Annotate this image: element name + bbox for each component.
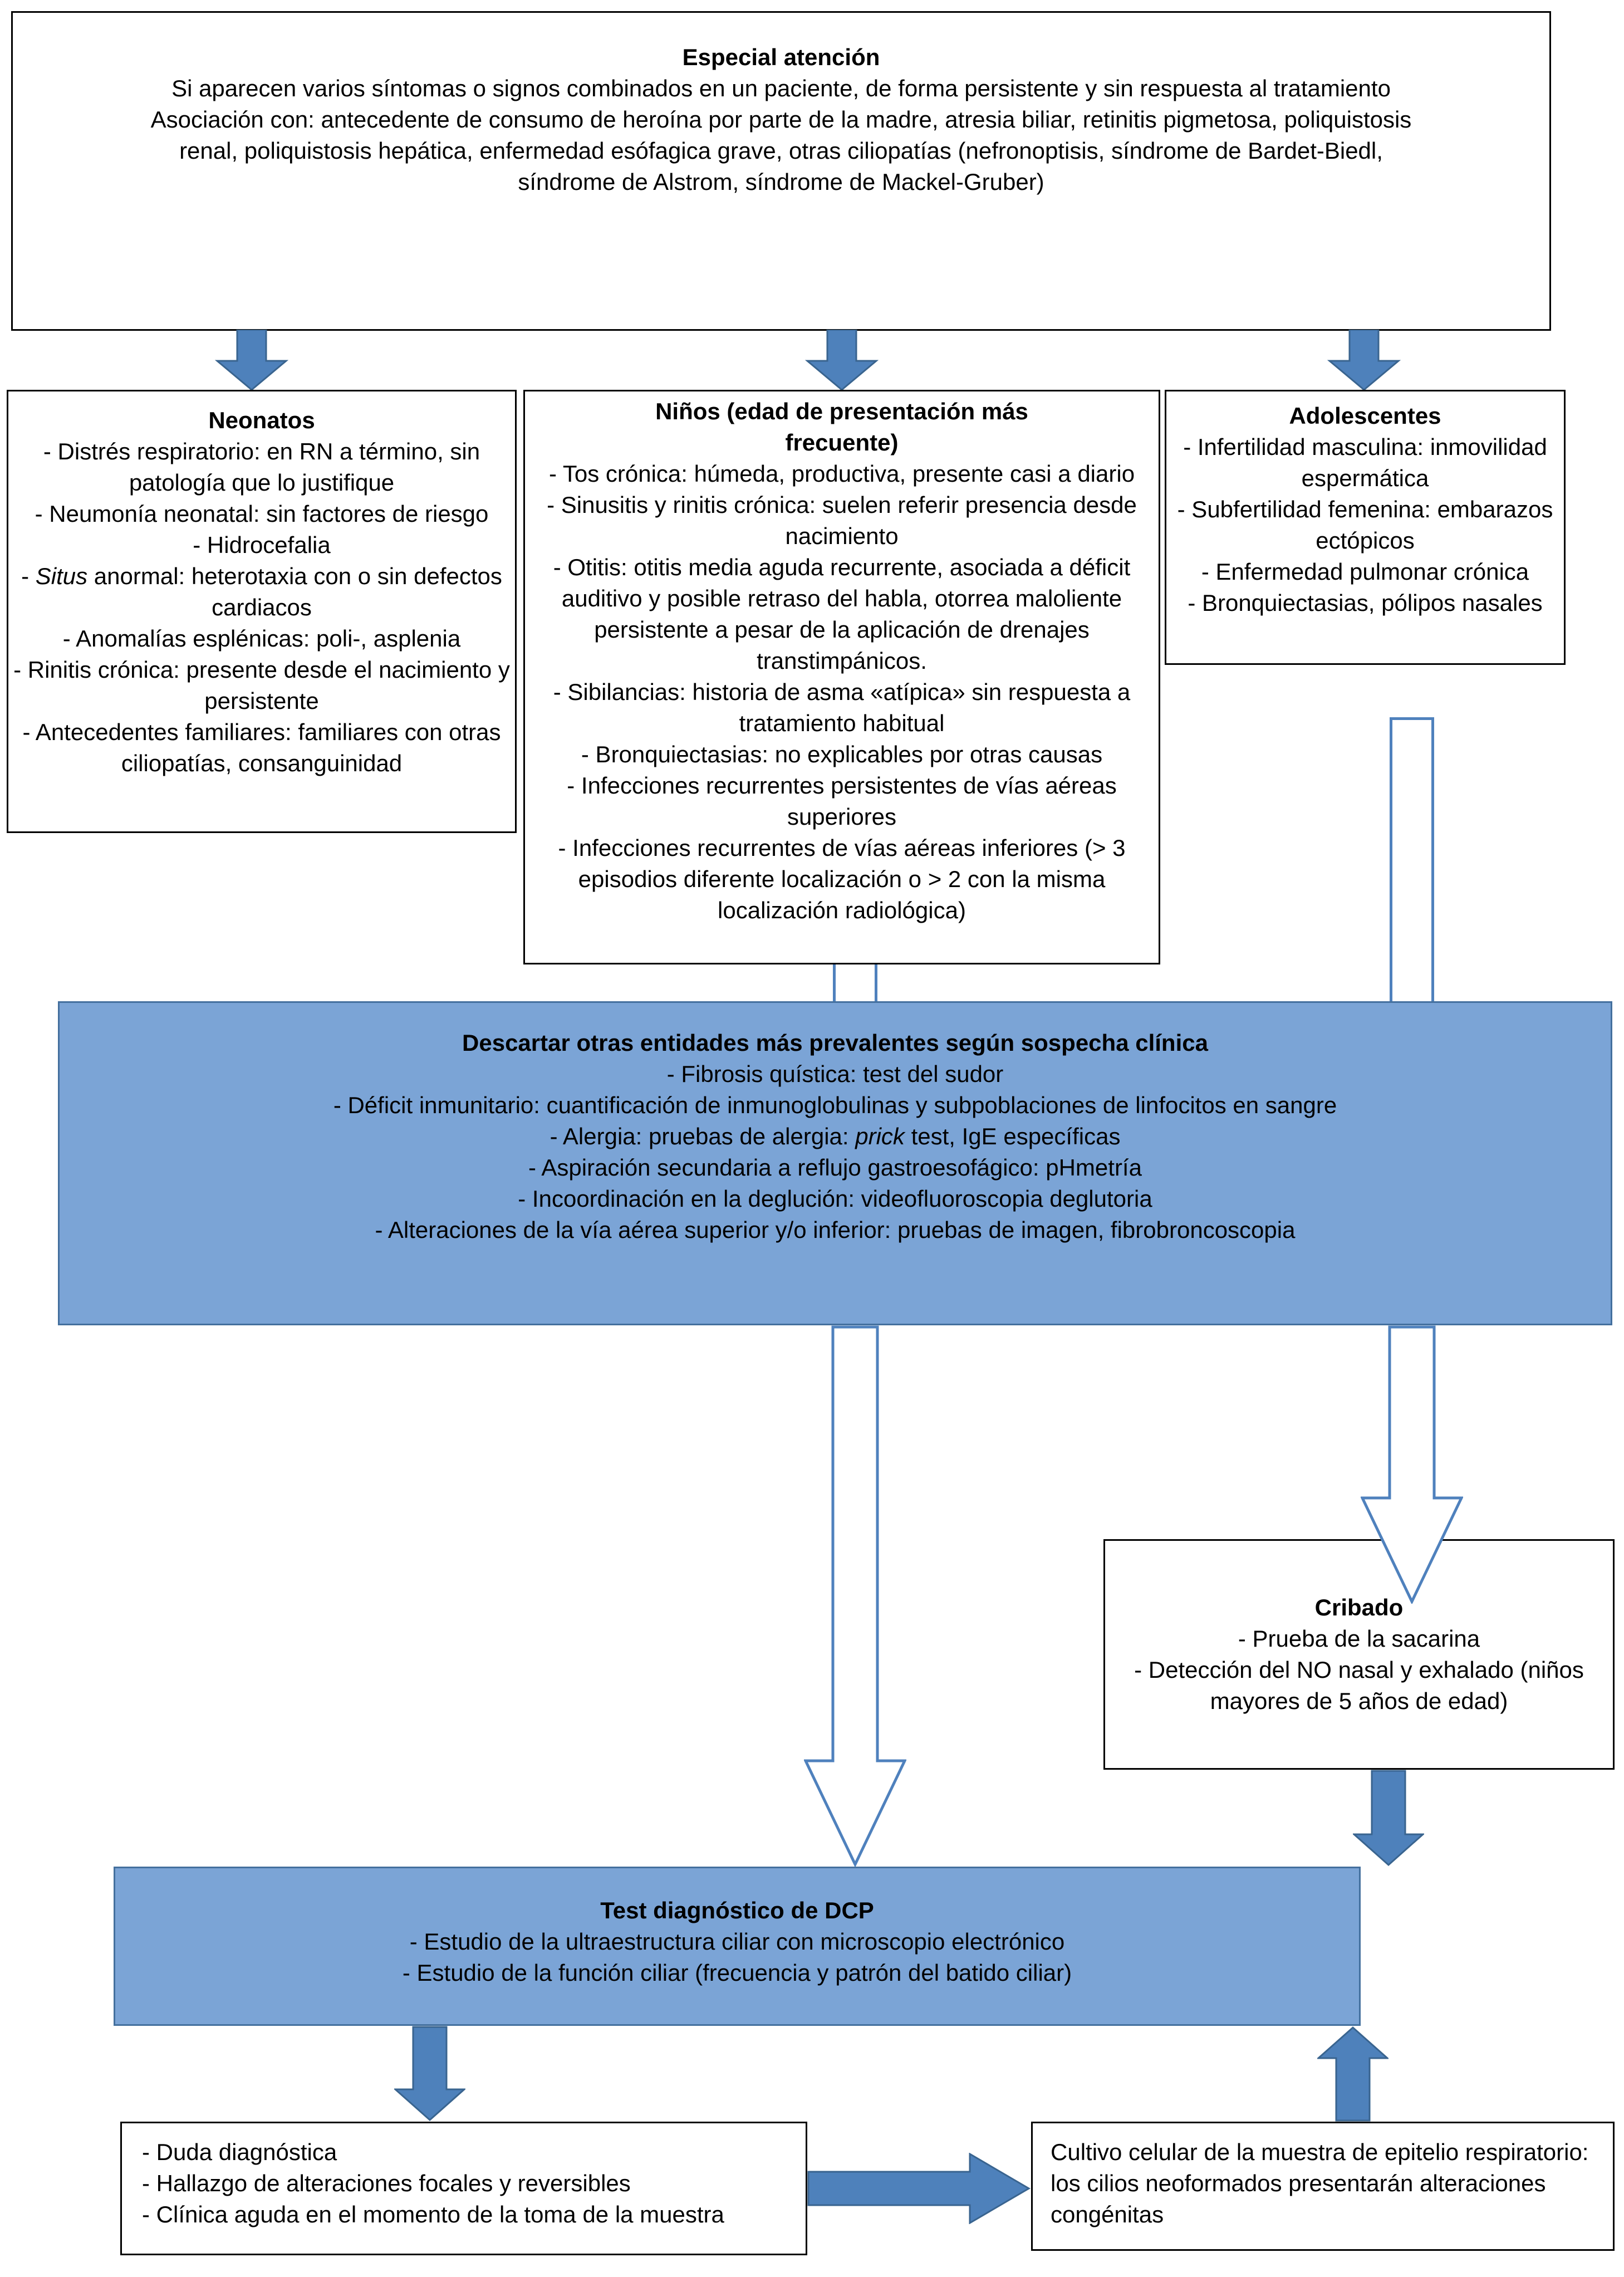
screening-box <box>1103 1539 1615 1770</box>
list-item: - Sibilancias: historia de asma «atípica» sin respuesta a tratamiento habitual <box>553 679 1131 736</box>
connector-adolescents-to-ruleout-icon <box>1390 717 1434 1003</box>
adolescents-title: Adolescentes <box>1289 403 1441 429</box>
list-item: - Aspiración secundaria a reflujo gastroesofágico: pHmetría <box>528 1154 1142 1181</box>
list-item: - Anomalías esplénicas: poli-, asplenia <box>62 625 461 652</box>
special-attention-box <box>11 11 1551 331</box>
list-item: - Neumonía neonatal: sin factores de riesgo <box>35 501 489 527</box>
list-item: - Estudio de la función ciliar (frecuencia y patrón del batido ciliar) <box>402 1960 1072 1986</box>
connector-children-to-ruleout-icon <box>833 962 877 1005</box>
dcp-test-title: Test diagnóstico de DCP <box>600 1897 874 1923</box>
cell-culture-text: Cultivo celular de la muestra de epitelio respiratorio: los cilios neoformados presentarán alteraciones congénitas <box>1051 2139 1589 2227</box>
list-item: - Incoordinación en la deglución: videofluoroscopia deglutoria <box>518 1186 1152 1212</box>
list-item-italic-text: prick <box>855 1123 905 1149</box>
list-item: - Bronquiectasias, pólipos nasales <box>1188 590 1543 616</box>
list-item: - Infertilidad masculina: inmovilidad espermática <box>1183 434 1547 491</box>
dcp-test-box <box>114 1867 1361 2026</box>
arrow-up-solid-culture-to-test-icon <box>1317 2026 1389 2122</box>
list-item: - Alteraciones de la vía aérea superior y/o inferior: pruebas de imagen, fibrobroncoscopia <box>375 1217 1296 1243</box>
list-item: - Infecciones recurrentes de vías aéreas inferiores (> 3 episodios diferente localización o > 2 con la misma localización radiológica) <box>558 835 1126 923</box>
special-attention-paragraph: Si aparecen varios síntomas o signos combinados en un paciente, de forma persistente y sin respuesta al tratamiento <box>171 75 1391 101</box>
list-item <box>60 1121 1611 1152</box>
rule-out-box <box>58 1001 1612 1325</box>
list-item: - Rinitis crónica: presente desde el nacimiento y persistente <box>13 657 510 714</box>
arrow-down-solid-test-to-doubt-icon <box>394 2026 465 2122</box>
cell-culture-box <box>1031 2122 1615 2251</box>
list-item: - Duda diagnóstica <box>142 2139 337 2165</box>
list-item: - Tos crónica: húmeda, productiva, presente casi a diario <box>548 461 1135 487</box>
special-attention-title: Especial atención <box>682 44 880 70</box>
arrow-down-solid-to-neonates-icon <box>213 330 291 390</box>
screening-title: Cribado <box>1314 1594 1404 1620</box>
list-item-text: anormal: heterotaxia con o sin defectos cardiacos <box>87 563 502 620</box>
arrow-down-solid-to-adolescents-icon <box>1325 330 1403 390</box>
list-item: - Enfermedad pulmonar crónica <box>1201 559 1529 585</box>
list-item: - Clínica aguda en el momento de la toma de la muestra <box>142 2201 724 2227</box>
neonates-title: Neonatos <box>208 407 315 433</box>
list-item: - Otitis: otitis media aguda recurrente, asociada a déficit auditivo y posible retraso del habla, otorrea maloliente persistente a pesar de la aplicación de drenajes transtimpánicos. <box>553 554 1131 674</box>
list-item: - Estudio de la ultraestructura ciliar con microscopio electrónico <box>409 1928 1065 1955</box>
children-box <box>523 390 1160 964</box>
list-item <box>8 561 515 623</box>
list-item: - Infecciones recurrentes persistentes de vías aéreas superiores <box>567 772 1117 830</box>
arrow-down-hollow-to-dcp-test-icon <box>804 1325 906 1867</box>
list-item-text: - <box>21 563 36 589</box>
list-item: - Antecedentes familiares: familiares con otras ciliopatías, consanguinidad <box>22 719 501 776</box>
list-item: - Distrés respiratorio: en RN a término, sin patología que lo justifique <box>43 438 480 496</box>
list-item-text: test, IgE específicas <box>904 1123 1121 1149</box>
list-item: - Detección del NO nasal y exhalado (niños mayores de 5 años de edad) <box>1134 1657 1584 1714</box>
adolescents-box <box>1165 390 1566 665</box>
special-attention-paragraph: Asociación con: antecedente de consumo de heroína por parte de la madre, atresia biliar, retinitis pigmetosa, poliquistosis renal, poliquistosis hepática, enfermedad esófagica grave, otras ciliopatías (nefronoptisis, síndrome de Bardet-Biedl, síndrome de Alstrom, síndrome de Mackel-Gruber) <box>150 106 1412 195</box>
arrow-down-solid-to-children-icon <box>803 330 881 390</box>
diagnostic-doubt-box <box>120 2122 807 2255</box>
children-title: Niños (edad de presentación más frecuente) <box>655 398 1028 456</box>
list-item: - Sinusitis y rinitis crónica: suelen referir presencia desde nacimiento <box>547 492 1137 549</box>
list-item: - Prueba de la sacarina <box>1238 1625 1480 1652</box>
list-item: - Fibrosis quística: test del sudor <box>666 1061 1004 1087</box>
arrow-down-solid-screening-to-test-icon <box>1353 1770 1424 1867</box>
list-item-italic-text: Situs <box>35 563 88 589</box>
list-item: - Bronquiectasias: no explicables por otras causas <box>581 741 1103 767</box>
rule-out-title: Descartar otras entidades más prevalentes según sospecha clínica <box>462 1030 1208 1056</box>
arrow-right-solid-doubt-to-culture-icon <box>807 2153 1031 2224</box>
list-item: - Hidrocefalia <box>193 532 331 558</box>
list-item: - Subfertilidad femenina: embarazos ectópicos <box>1177 496 1553 554</box>
arrow-down-hollow-to-screening-icon <box>1361 1325 1463 1604</box>
neonates-box <box>7 390 517 833</box>
list-item: - Hallazgo de alteraciones focales y reversibles <box>142 2170 631 2196</box>
list-item: - Déficit inmunitario: cuantificación de inmunoglobulinas y subpoblaciones de linfocitos en sangre <box>333 1092 1337 1118</box>
list-item-text: - Alergia: pruebas de alergia: <box>549 1123 856 1149</box>
